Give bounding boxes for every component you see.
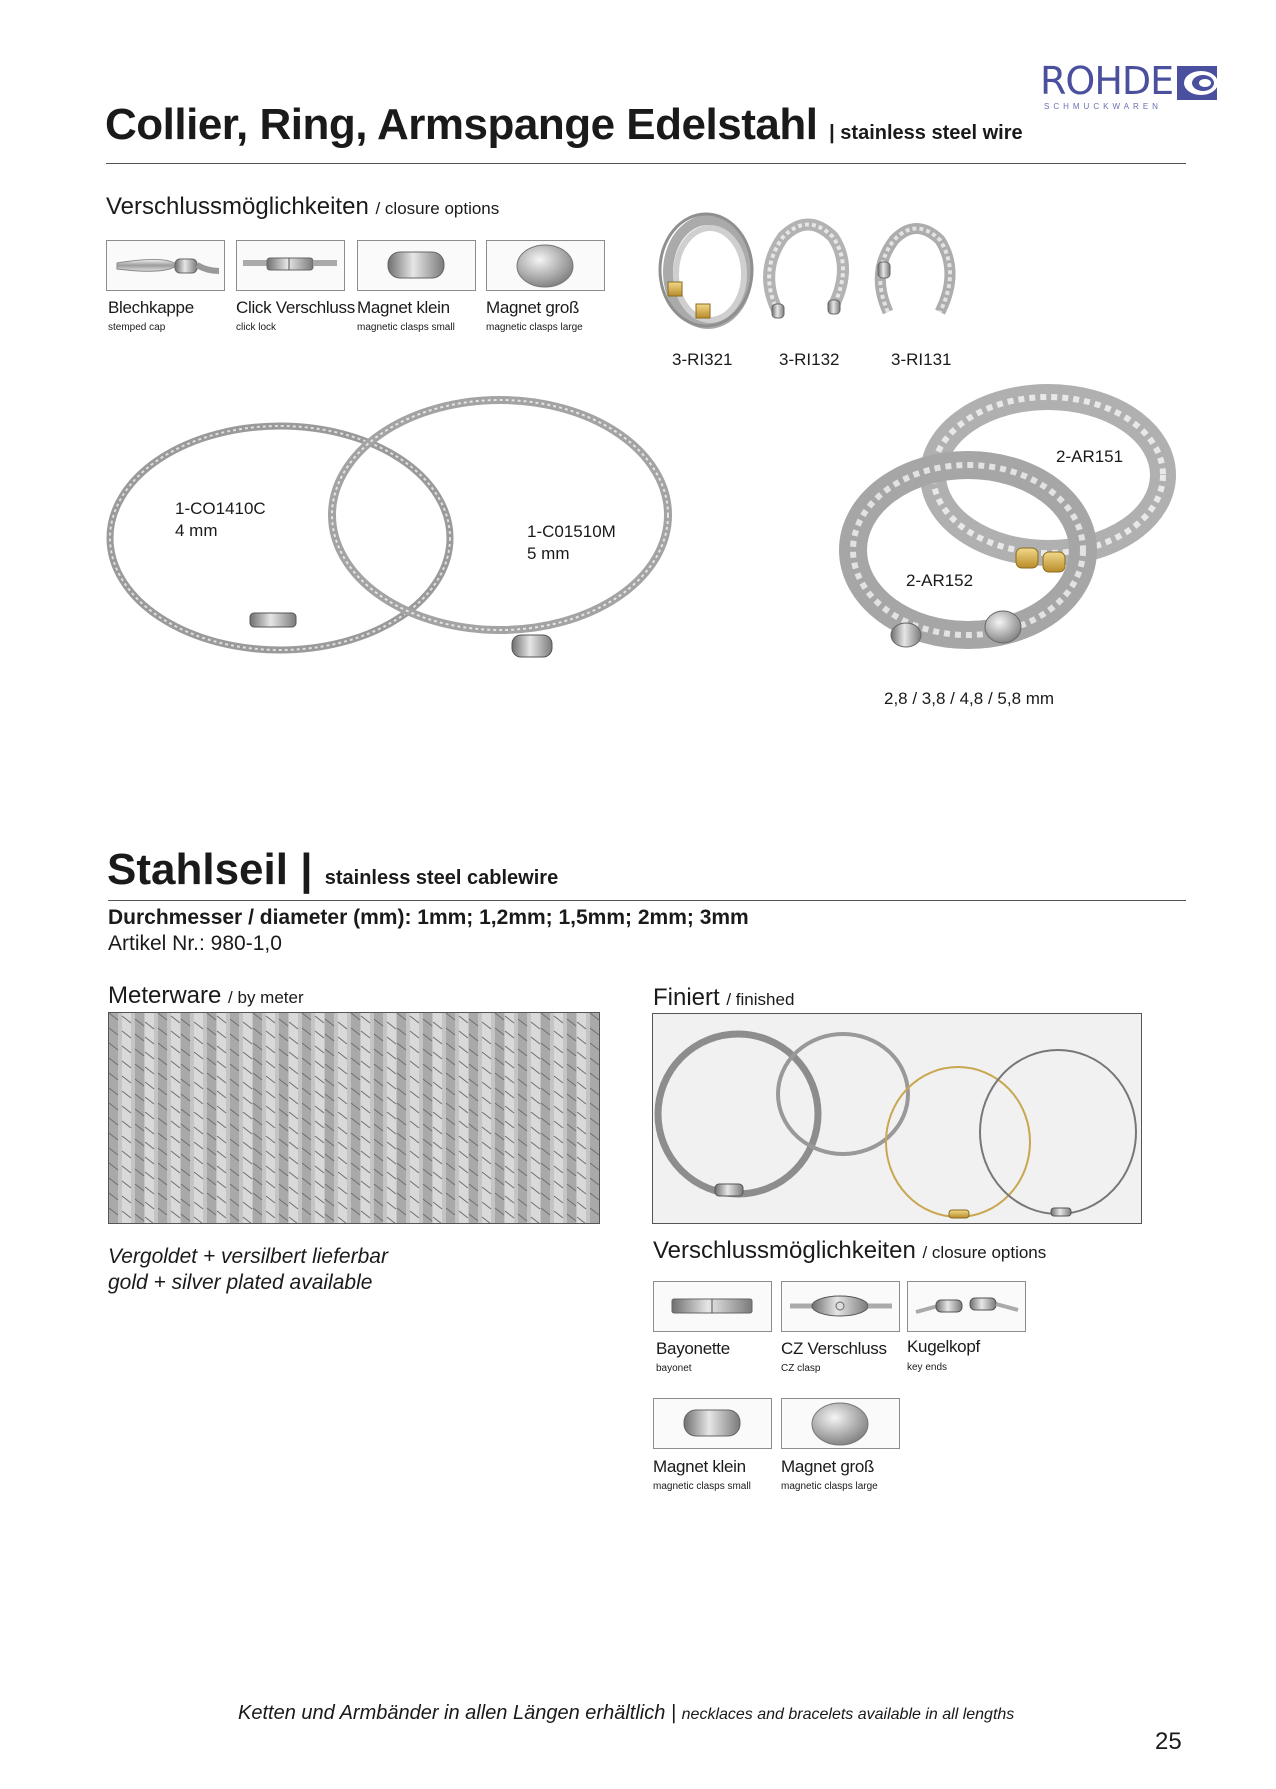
collier-code-1: 1-CO1410C	[175, 499, 266, 518]
cable-title	[107, 845, 558, 895]
ring-code-3: 3-RI131	[891, 350, 952, 369]
magnet-large-icon	[487, 241, 604, 290]
closure-bayonet-image	[653, 1281, 772, 1332]
closure-label-1: Blechkappe	[108, 298, 194, 317]
brand-logo	[1040, 59, 1225, 112]
collier-1-CO1410C	[110, 426, 450, 650]
closure-magnet-small-image	[357, 240, 476, 291]
ring-3-RI132	[769, 225, 843, 319]
header-divider	[106, 163, 1186, 164]
closures-top-heading-en: / closure options	[375, 199, 500, 218]
closure-stemped-cap-image	[106, 240, 225, 291]
stamped-cap-icon	[107, 241, 224, 290]
magnet-large-icon	[782, 1399, 899, 1448]
footer-note-en: necklaces and bracelets available in all lengths	[681, 1706, 1015, 1723]
closure-label-2: Click Verschluss	[236, 298, 355, 317]
closure-cz-clasp-image	[781, 1281, 900, 1332]
closure-bottom-magnet-large-image	[781, 1398, 900, 1449]
page-title-text: Collier, Ring, Armspange Edelstahl	[105, 100, 818, 149]
key-ends-icon	[908, 1282, 1025, 1331]
closure-sub-4: magnetic clasps large	[486, 322, 583, 333]
brand-tagline: SCHMUCKWAREN	[1044, 102, 1162, 111]
finished-cables-image	[652, 1013, 1142, 1224]
cable-title-sub: stainless steel cablewire	[324, 867, 559, 889]
collier-size-1: 4 mm	[175, 521, 218, 540]
finished-heading-en: / finished	[726, 990, 795, 1009]
closure-click-lock-image	[236, 240, 345, 291]
page-number: 25	[1155, 1728, 1182, 1755]
closure-key-ends-image	[907, 1281, 1026, 1332]
bayonet-icon	[654, 1282, 771, 1331]
closure-bottom-sub-4: magnetic clasps small	[653, 1481, 751, 1492]
cable-title-text: Stahlseil |	[107, 845, 313, 894]
closures-bottom-heading-en: / closure options	[922, 1243, 1047, 1262]
finished-cables	[653, 1014, 1141, 1223]
closure-bottom-sub-3: key ends	[907, 1362, 948, 1373]
closure-bottom-label-4: Magnet klein	[653, 1457, 746, 1476]
page-title-sub: | stainless steel wire	[829, 122, 1023, 144]
closures-bottom-heading	[653, 1237, 1046, 1265]
plated-note-de: Vergoldet + versilbert lieferbar	[108, 1245, 388, 1268]
closures-bottom-heading-de: Verschlussmöglichkeiten	[653, 1237, 916, 1264]
cable-diameter: Durchmesser / diameter (mm): 1mm; 1,2mm; 1,5mm; 2mm; 3mm	[108, 906, 749, 929]
cable-by-meter-image	[108, 1012, 600, 1224]
bangle-code-2: 2-AR152	[906, 571, 974, 590]
rings-image	[648, 212, 978, 342]
closure-label-3: Magnet klein	[357, 298, 450, 317]
closure-magnet-large-image	[486, 240, 605, 291]
ring-code-1: 3-RI321	[672, 350, 733, 369]
finished-heading-de: Finiert	[653, 984, 720, 1011]
page-title	[105, 100, 1023, 150]
closure-bottom-magnet-small-image	[653, 1398, 772, 1449]
ring-3-RI131	[878, 229, 950, 313]
cable-texture	[109, 1013, 599, 1223]
bangle-sizes: 2,8 / 3,8 / 4,8 / 5,8 mm	[884, 689, 1055, 708]
brand-mark-icon	[1175, 64, 1223, 104]
closure-bottom-label-1: Bayonette	[656, 1339, 730, 1358]
click-lock-icon	[237, 241, 344, 290]
closure-bottom-sub-2: CZ clasp	[781, 1363, 821, 1374]
closure-bottom-label-3: Kugelkopf	[907, 1337, 980, 1356]
closure-bottom-label-2: CZ Verschluss	[781, 1339, 887, 1358]
closure-label-4: Magnet groß	[486, 298, 580, 317]
magnet-small-icon	[654, 1399, 771, 1448]
closure-sub-1: stemped cap	[108, 322, 166, 333]
plated-note-en: gold + silver plated available	[108, 1271, 373, 1294]
cable-divider	[108, 900, 1186, 901]
meter-heading	[108, 982, 304, 1010]
closure-bottom-sub-5: magnetic clasps large	[781, 1481, 878, 1492]
magnet-small-icon	[358, 241, 475, 290]
ring-3-RI321	[660, 214, 752, 326]
collier-label-1	[175, 498, 266, 542]
collier-label-2	[527, 521, 616, 565]
closure-sub-3: magnetic clasps small	[357, 322, 455, 333]
ring-code-2: 3-RI132	[779, 350, 840, 369]
closures-top-heading-de: Verschlussmöglichkeiten	[106, 193, 369, 220]
closure-bottom-label-5: Magnet groß	[781, 1457, 875, 1476]
brand-name: ROHDE	[1040, 59, 1174, 103]
collier-1-C01510M	[332, 400, 668, 657]
closure-bottom-sub-1: bayonet	[656, 1363, 692, 1374]
bangle-code-1: 2-AR151	[1056, 447, 1124, 466]
collier-code-2: 1-C01510M	[527, 522, 616, 541]
cz-clasp-icon	[782, 1282, 899, 1331]
closure-sub-2: click lock	[236, 322, 277, 333]
bangles-image	[838, 380, 1183, 675]
finished-heading	[653, 984, 794, 1012]
footer-note-de: Ketten und Armbänder in allen Längen erhältlich |	[238, 1702, 677, 1724]
footer-note	[238, 1702, 1014, 1725]
meter-heading-en: / by meter	[228, 988, 304, 1007]
cable-article: Artikel Nr.: 980-1,0	[108, 932, 282, 955]
closures-top-heading	[106, 193, 499, 221]
meter-heading-de: Meterware	[108, 982, 222, 1009]
collier-size-2: 5 mm	[527, 544, 570, 563]
